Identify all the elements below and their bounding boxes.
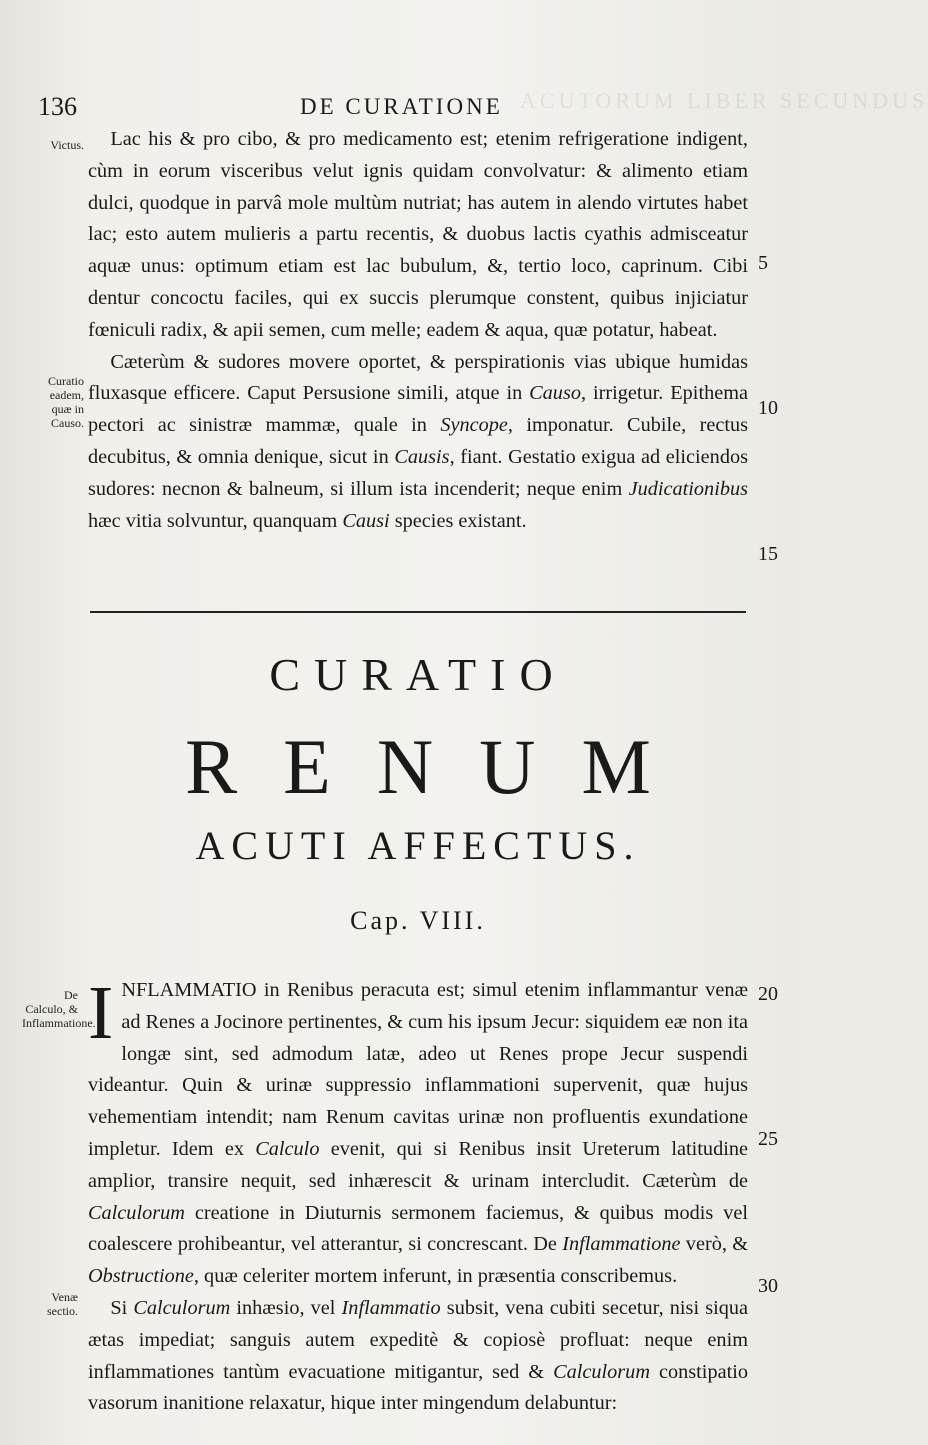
paragraph-victus: Lac his & pro cibo, & pro medicamento est; etenim refrigeratione indigent, cùm in eorum visceribus velut ignis quidam convolvatur: & alimento etiam dulci, quodque in parvâ mole multùm nutriat; has autem in alendo virtutes habet lac; esto autem mulieris a partu recentis, & duobus lactis cyathis admisceatur aquæ unus: optimum etiam est lac bubulum, &, tertio loco, caprinum. Cibi dentur concoctu faciles, qui ex succis plerumque constent, quibus injiciatur fœniculi radix, & apii semen, cum melle; eadem & aqua, quæ potatur, habeat. — [88, 128, 748, 341]
line-number-25: 25 — [758, 1128, 778, 1150]
section-divider — [90, 611, 746, 613]
margin-note-victus: Victus. — [50, 138, 84, 152]
bottom-text-block — [88, 971, 749, 1420]
margin-note-curatio: Curatio eadem, quæ in Causo. — [48, 374, 84, 430]
paragraph-inflammatio: INFLAMMATIO in Renibus peracuta est; simul etenim inflammantur venæ ad Renes a Jocinore pertinentes, & cum his ipsum Jecur: siquidem eæ non ita longæ sint, sed admodum latæ, adeo ut Renes prope Jecur suspendi videantur. Quin & urinæ suppressio inflammationi supervenit, quæ hujus vehementiam intendit; nam Renum cavitas urinæ non profluentis exundatione impletur. Idem ex Calculo evenit, qui si Renibus insit Ureterum latitudine amplior, transire nequit, sed inhærescit & urinam intercludit. Cæterùm de Calculorum creatione in Diuturnis sermonem faciemus, & quibus modis vel coalescere prohibeantur, vel atterantur, si concrescant. De Inflammatione verò, & Obstructione, quæ celeriter mortem inferunt, in præsentia conscribemus. — [88, 971, 749, 1288]
line-number-30: 30 — [758, 1275, 778, 1297]
running-head: DE CURATIONE — [300, 94, 503, 119]
paragraph-curatio: Cæterùm & sudores movere oportet, & perspirationis vias ubique humidas fluxasque efficere. Caput Persusione simili, atque in Causo, irrigetur. Epithema pectori ac sinistræ mammæ, quale in Syncope, imponatur. Cubile, rectus decubitus, & omnia denique, sicut in Causis, fiant. Gestatio exigua ad eliciendos sudores: necnon & balneum, si illum ista incenderit; neque enim Judicationibus hæc vitia solvuntur, quanquam Causi species existant. — [88, 350, 749, 532]
chapter-heading: Cap. VIII. — [350, 906, 486, 935]
title-line-1: CURATIO — [269, 649, 567, 700]
line-number-20: 20 — [758, 983, 778, 1005]
page-header — [38, 92, 760, 126]
line-number-10: 10 — [758, 397, 778, 419]
page-number: 136 — [38, 92, 77, 121]
paragraph-venae-sectio: Si Calculorum inhæsio, vel Inflammatio subsit, vena cubiti secetur, nisi siqua ætas impediat; sanguis autem expeditè & copiosè profluat: neque enim inflammationes tantùm evacuatione mitigantur, sed & Calculorum constipatio vasorum inanitione relaxatur, hique inter mingendum delabuntur: — [88, 1296, 748, 1415]
drop-cap: I — [88, 971, 114, 1055]
title-line-2: RENUM — [185, 723, 697, 810]
margin-note-calculo: De Calculo, & Inflammatione. — [22, 988, 96, 1030]
title-line-3: ACUTI AFFECTUS. — [195, 823, 641, 868]
top-text-block — [88, 124, 748, 537]
margin-note-venae: Venæ sectio. — [47, 1290, 78, 1318]
line-number-15: 15 — [758, 543, 778, 565]
bleed-through-text: ACUTORUM LIBER SECUNDUS — [520, 88, 928, 113]
line-number-5: 5 — [758, 252, 768, 274]
